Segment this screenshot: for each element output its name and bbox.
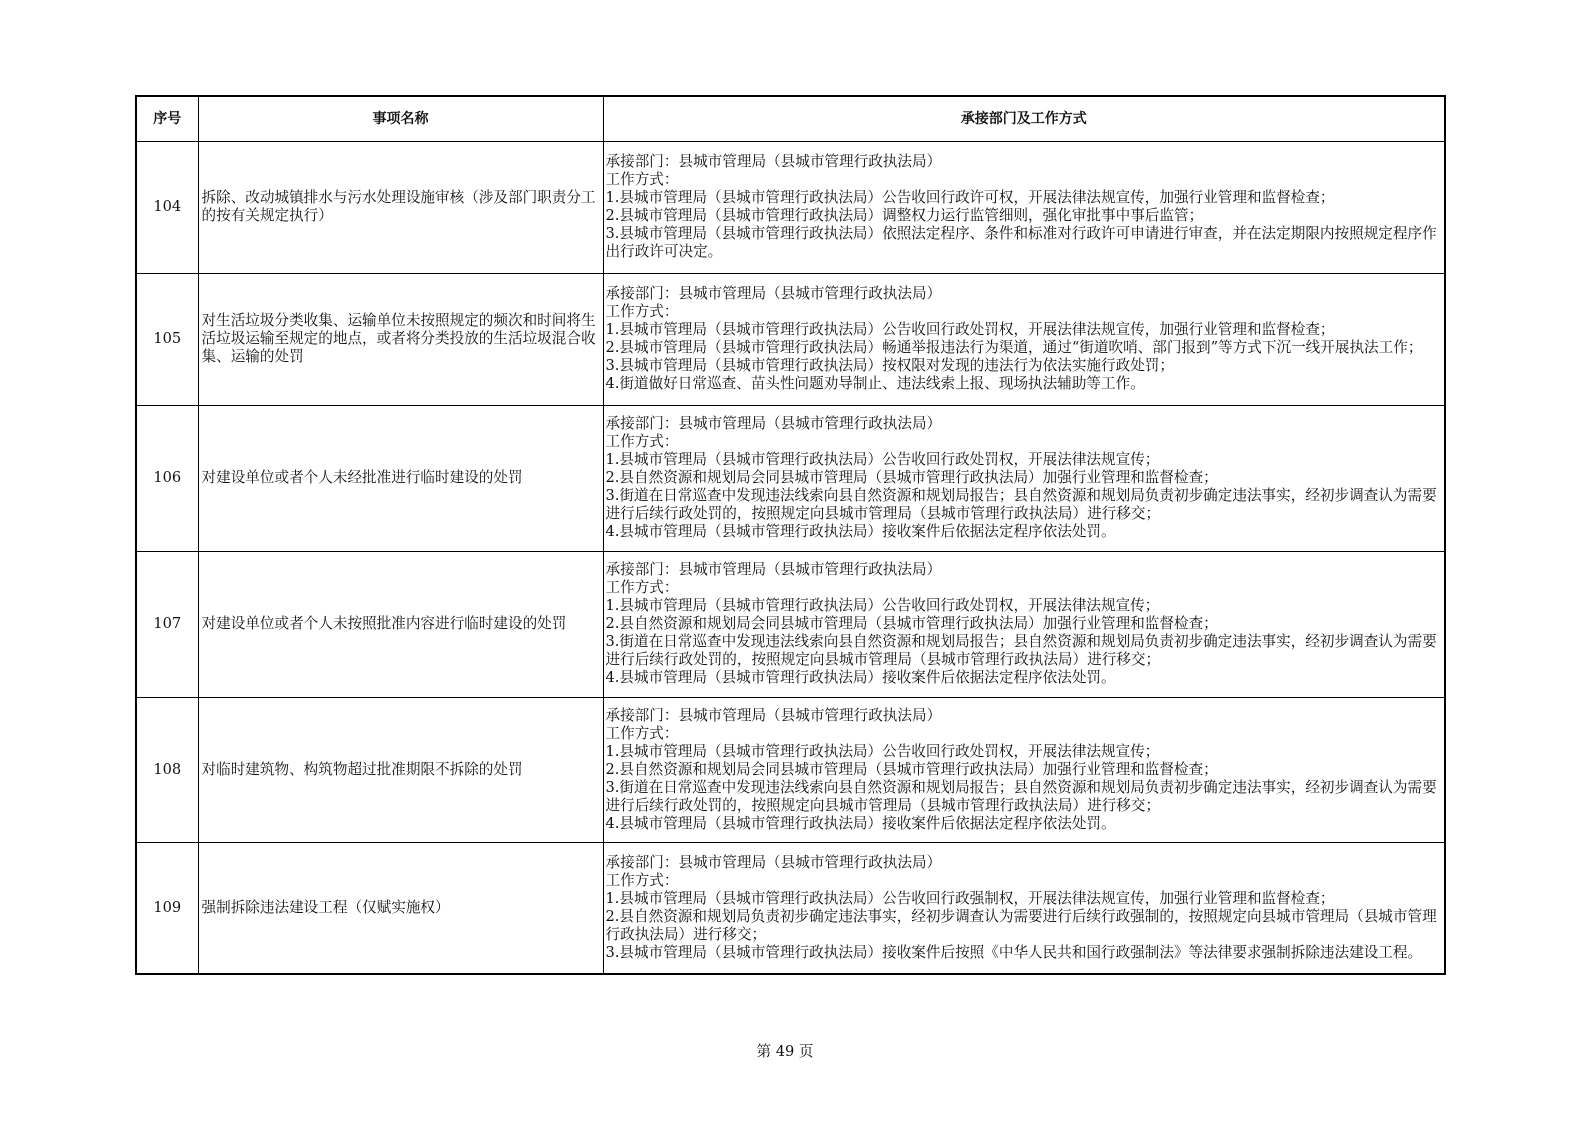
row-method-cell xyxy=(603,842,1445,974)
row-method-cell xyxy=(603,141,1445,273)
method-line: 4.县城市管理局（县城市管理行政执法局）接收案件后依据法定程序依法处罚。 xyxy=(605,669,1116,686)
row-index: 104 xyxy=(136,141,198,273)
method-line: 工作方式： xyxy=(605,171,679,188)
method-line: 工作方式： xyxy=(605,871,679,889)
row-method-cell xyxy=(603,273,1445,405)
method-line: 工作方式： xyxy=(605,303,679,320)
page-number: 第 49 页 xyxy=(756,1043,814,1060)
method-line: 1.县城市管理局（县城市管理行政执法局）公告收回行政处罚权，开展法律法规宣传，加强行业管理和监督检查； xyxy=(605,321,1335,338)
method-line: 3.县城市管理局（县城市管理行政执法局）依照法定程序、条件和标准对行政许可申请进行审查，并在法定期限内按照规定程序作出行政许可决定。 xyxy=(605,225,1437,260)
row-item-name: 强制拆除违法建设工程（仅赋实施权） xyxy=(198,842,603,974)
method-line: 1.县城市管理局（县城市管理行政执法局）公告收回行政强制权，开展法律法规宣传，加强行业管理和监督检查； xyxy=(605,889,1335,907)
method-line: 4.县城市管理局（县城市管理行政执法局）接收案件后依据法定程序依法处罚。 xyxy=(605,814,1116,832)
row-index: 105 xyxy=(136,273,198,405)
row-item-name: 对建设单位或者个人未经批准进行临时建设的处罚 xyxy=(198,405,603,551)
row-item-name: 对建设单位或者个人未按照批准内容进行临时建设的处罚 xyxy=(198,551,603,697)
table-row xyxy=(136,842,1445,974)
row-item-name: 拆除、改动城镇排水与污水处理设施审核（涉及部门职责分工的按有关规定执行） xyxy=(198,141,603,273)
row-index: 107 xyxy=(136,551,198,697)
row-index: 108 xyxy=(136,697,198,842)
method-line: 4.县城市管理局（县城市管理行政执法局）接收案件后依据法定程序依法处罚。 xyxy=(605,523,1116,540)
method-line: 2.县自然资源和规划局会同县城市管理局（县城市管理行政执法局）加强行业管理和监督检查； xyxy=(605,469,1218,486)
method-line: 承接部门：县城市管理局（县城市管理行政执法局） xyxy=(605,706,942,724)
method-line: 3.街道在日常巡查中发现违法线索向县自然资源和规划局报告；县自然资源和规划局负责初步确定违法事实，经初步调查认为需要进行后续行政处罚的，按照规定向县城市管理局（县城市管理行政执法局）进行移交； xyxy=(605,487,1437,522)
method-line: 2.县自然资源和规划局会同县城市管理局（县城市管理行政执法局）加强行业管理和监督检查； xyxy=(605,760,1218,778)
method-line: 3.县城市管理局（县城市管理行政执法局）按权限对发现的违法行为依法实施行政处罚； xyxy=(605,357,1174,374)
method-line: 承接部门：县城市管理局（县城市管理行政执法局） xyxy=(605,561,942,578)
method-line: 1.县城市管理局（县城市管理行政执法局）公告收回行政处罚权，开展法律法规宣传； xyxy=(605,742,1160,760)
row-item-name: 对临时建筑物、构筑物超过批准期限不拆除的处罚 xyxy=(198,697,603,842)
method-line: 2.县城市管理局（县城市管理行政执法局）畅通举报违法行为渠道，通过“街道吹哨、部门报到”等方式下沉一线开展执法工作； xyxy=(605,339,1423,356)
row-index: 106 xyxy=(136,405,198,551)
method-line: 工作方式： xyxy=(605,433,679,450)
method-line: 3.街道在日常巡查中发现违法线索向县自然资源和规划局报告；县自然资源和规划局负责初步确定违法事实，经初步调查认为需要进行后续行政处罚的，按照规定向县城市管理局（县城市管理行政执法局）进行移交； xyxy=(605,633,1437,668)
header-method: 承接部门及工作方式 xyxy=(603,96,1445,141)
row-index: 109 xyxy=(136,842,198,974)
method-line: 2.县自然资源和规划局会同县城市管理局（县城市管理行政执法局）加强行业管理和监督检查； xyxy=(605,615,1218,632)
method-line: 承接部门：县城市管理局（县城市管理行政执法局） xyxy=(605,285,942,302)
document-table xyxy=(135,95,1446,975)
method-line: 1.县城市管理局（县城市管理行政执法局）公告收回行政处罚权，开展法律法规宣传； xyxy=(605,597,1160,614)
header-item-name: 事项名称 xyxy=(198,96,603,141)
table-row xyxy=(136,141,1445,273)
method-line: 1.县城市管理局（县城市管理行政执法局）公告收回行政处罚权，开展法律法规宣传； xyxy=(605,451,1160,468)
method-line: 1.县城市管理局（县城市管理行政执法局）公告收回行政许可权，开展法律法规宣传，加强行业管理和监督检查； xyxy=(605,189,1335,206)
method-line: 工作方式： xyxy=(605,724,679,742)
method-line: 3.街道在日常巡查中发现违法线索向县自然资源和规划局报告；县自然资源和规划局负责初步确定违法事实，经初步调查认为需要进行后续行政处罚的，按照规定向县城市管理局（县城市管理行政执法局）进行移交； xyxy=(605,778,1437,814)
header-index: 序号 xyxy=(136,96,198,141)
table-row xyxy=(136,697,1445,842)
row-method-cell xyxy=(603,697,1445,842)
table-row xyxy=(136,405,1445,551)
row-method-cell xyxy=(603,551,1445,697)
table-row xyxy=(136,551,1445,697)
method-line: 承接部门：县城市管理局（县城市管理行政执法局） xyxy=(605,153,942,170)
method-line: 4.街道做好日常巡查、苗头性问题劝导制止、违法线索上报、现场执法辅助等工作。 xyxy=(605,375,1145,392)
method-line: 3.县城市管理局（县城市管理行政执法局）接收案件后按照《中华人民共和国行政强制法》等法律要求强制拆除违法建设工程。 xyxy=(605,943,1423,961)
method-line: 2.县城市管理局（县城市管理行政执法局）调整权力运行监管细则，强化审批事中事后监管； xyxy=(605,207,1204,224)
table-header-row xyxy=(136,96,1445,141)
method-line: 工作方式： xyxy=(605,579,679,596)
row-method-cell xyxy=(603,405,1445,551)
table-row xyxy=(136,273,1445,405)
row-item-name: 对生活垃圾分类收集、运输单位未按照规定的频次和时间将生活垃圾运输至规定的地点，或者将分类投放的生活垃圾混合收集、运输的处罚 xyxy=(198,273,603,405)
method-line: 2.县自然资源和规划局负责初步确定违法事实，经初步调查认为需要进行后续行政强制的，按照规定向县城市管理局（县城市管理行政执法局）进行移交； xyxy=(605,907,1437,943)
method-line: 承接部门：县城市管理局（县城市管理行政执法局） xyxy=(605,853,942,871)
method-line: 承接部门：县城市管理局（县城市管理行政执法局） xyxy=(605,415,942,432)
